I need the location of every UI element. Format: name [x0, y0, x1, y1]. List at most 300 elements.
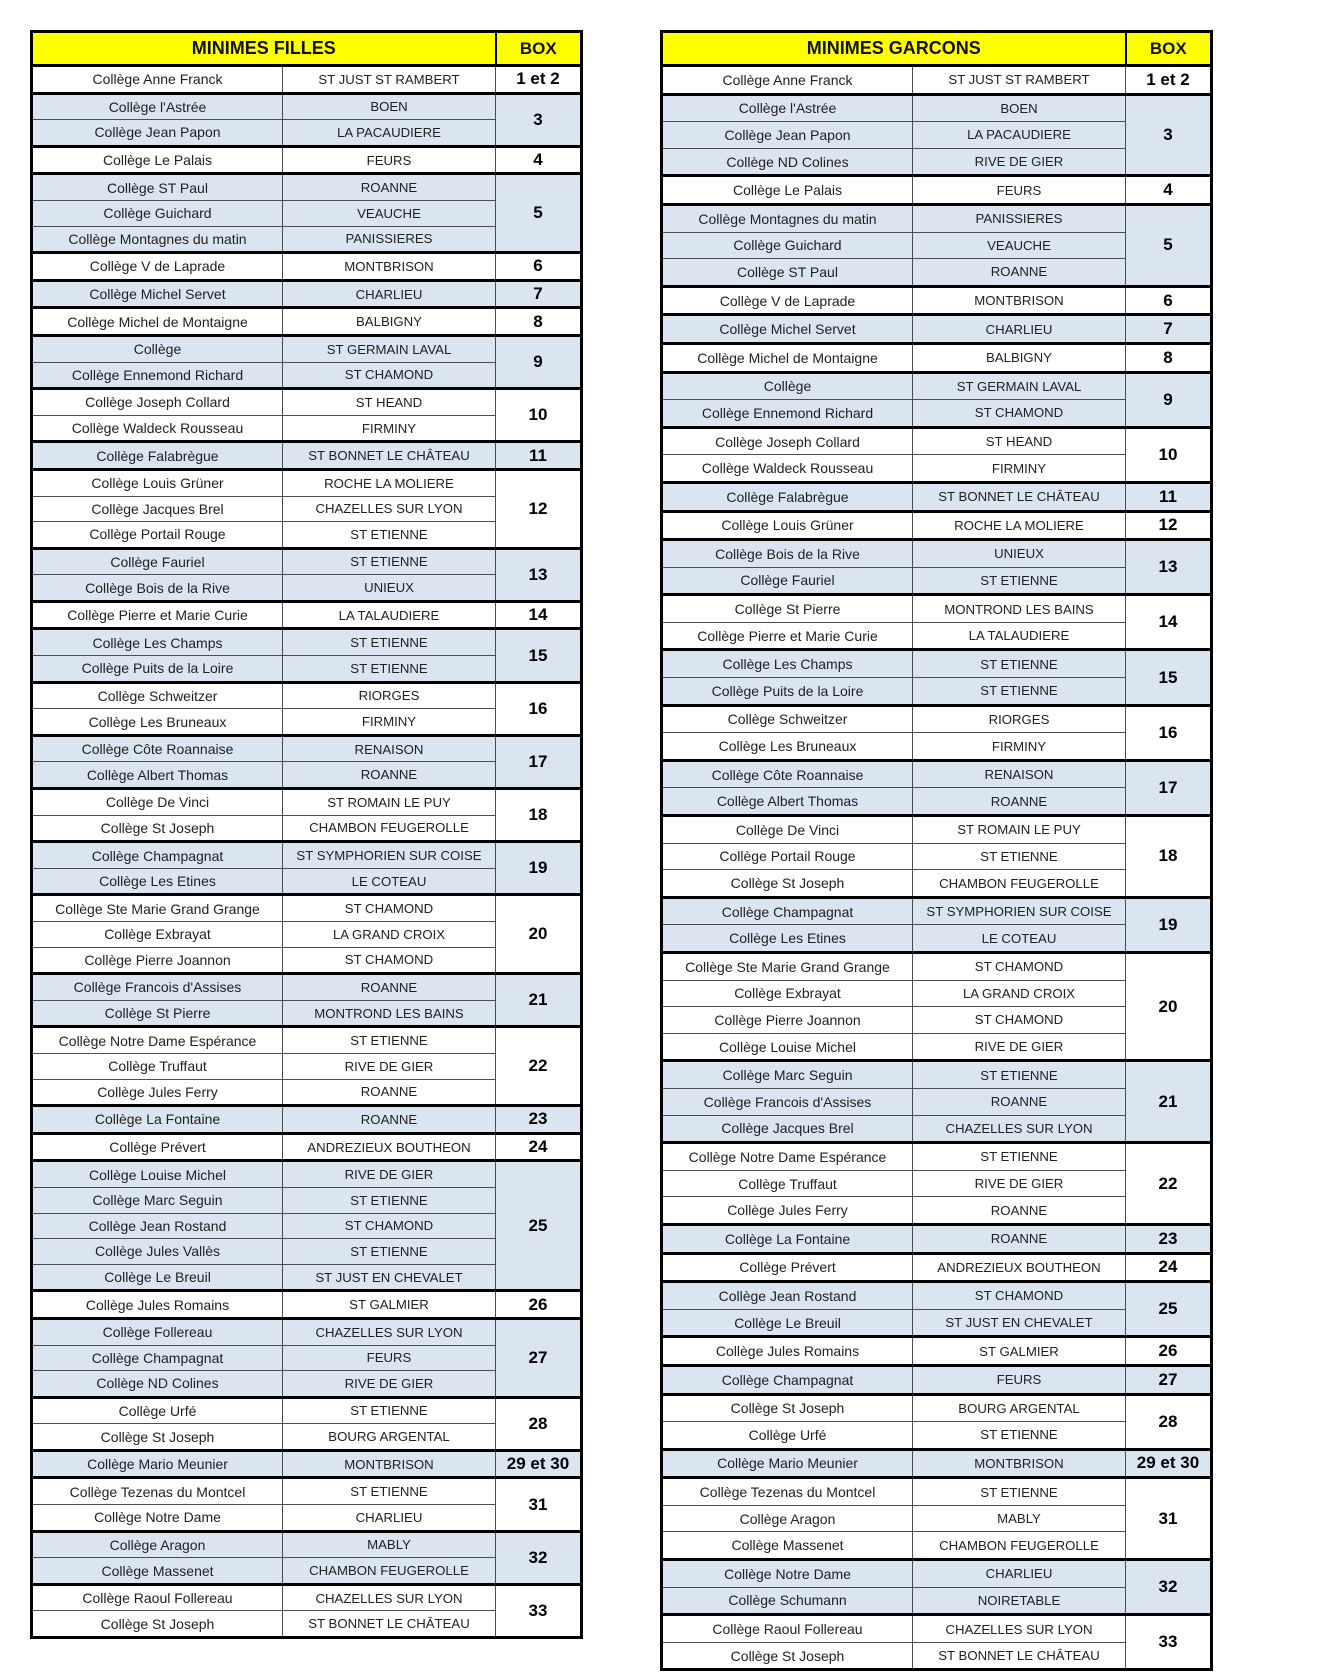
box-cell: 33 [1126, 1615, 1212, 1670]
city-cell: ROANNE [283, 762, 496, 789]
city-cell: ST ETIENNE [283, 629, 496, 656]
college-cell: Collège [32, 335, 283, 362]
city-cell: NOIRETABLE [913, 1587, 1126, 1615]
college-cell: Collège Jean Rostand [32, 1213, 283, 1239]
box-cell: 19 [1126, 897, 1212, 952]
city-cell: CHAMBON FEUGEROLLE [283, 1558, 496, 1585]
college-cell: Collège Fauriel [662, 567, 913, 595]
box-cell: 15 [496, 629, 582, 682]
college-cell: Collège Le Palais [32, 146, 283, 174]
college-cell: Collège Notre Dame Espérance [32, 1027, 283, 1054]
city-cell: RIVE DE GIER [283, 1053, 496, 1079]
college-cell: Collège Bois de la Rive [662, 540, 913, 568]
city-cell: ST ETIENNE [913, 1061, 1126, 1089]
table-row [662, 1253, 1212, 1282]
table-row [662, 1478, 1212, 1506]
college-cell: Collège Aragon [662, 1505, 913, 1532]
college-cell: Collège Albert Thomas [32, 762, 283, 789]
city-cell: ST BONNET LE CHÂTEAU [913, 1642, 1126, 1670]
college-cell: Collège Marc Seguin [662, 1061, 913, 1089]
city-cell: FIRMINY [913, 733, 1126, 761]
city-cell: ST CHAMOND [283, 1213, 496, 1239]
college-cell: Collège Schweitzer [32, 682, 283, 709]
table-row [32, 93, 582, 120]
box-cell: 18 [1126, 816, 1212, 898]
box-cell: 13 [496, 548, 582, 601]
table-row [32, 842, 582, 869]
box-cell: 8 [496, 308, 582, 336]
city-cell: ANDREZIEUX BOUTHEON [913, 1253, 1126, 1282]
city-cell: RENAISON [913, 760, 1126, 788]
table-row [662, 705, 1212, 733]
box-cell: 13 [1126, 540, 1212, 595]
city-cell: ROANNE [913, 788, 1126, 816]
city-cell: BOURG ARGENTAL [283, 1424, 496, 1451]
box-cell: 33 [496, 1584, 582, 1637]
box-cell: 29 et 30 [496, 1450, 582, 1478]
college-cell: Collège Louis Grüner [32, 469, 283, 496]
city-cell: ROCHE LA MOLIERE [913, 511, 1126, 540]
college-cell: Collège Francois d'Assises [32, 974, 283, 1001]
table-row [32, 1531, 582, 1558]
box-cell: 14 [1126, 595, 1212, 650]
college-cell: Collège Jacques Brel [32, 496, 283, 522]
city-cell: MONTROND LES BAINS [283, 1000, 496, 1027]
college-cell: Collège St Joseph [32, 1424, 283, 1451]
table-row [662, 595, 1212, 623]
city-cell: CHARLIEU [913, 1560, 1126, 1588]
college-cell: Collège Truffaut [32, 1053, 283, 1079]
table-row [32, 735, 582, 762]
city-cell: RIORGES [283, 682, 496, 709]
roster-table [660, 30, 1213, 1671]
city-cell: ANDREZIEUX BOUTHEON [283, 1133, 496, 1161]
city-cell: CHAMBON FEUGEROLLE [283, 815, 496, 842]
box-cell: 1 et 2 [496, 66, 582, 94]
table-row [662, 66, 1212, 95]
college-cell: Collège Les Etines [32, 868, 283, 895]
college-cell: Collège Jean Papon [32, 120, 283, 147]
table-title: MINIMES FILLES [32, 32, 496, 66]
box-cell: 28 [1126, 1394, 1212, 1449]
college-cell: Collège Puits de la Loire [662, 678, 913, 706]
college-cell: Collège Exbrayat [662, 980, 913, 1007]
city-cell: LE COTEAU [913, 925, 1126, 953]
city-cell: ST ETIENNE [283, 1397, 496, 1424]
city-cell: ST CHAMOND [283, 947, 496, 974]
college-cell: Collège Les Champs [662, 650, 913, 678]
box-cell: 16 [1126, 705, 1212, 760]
table-row [662, 1365, 1212, 1394]
city-cell: LA GRAND CROIX [913, 980, 1126, 1007]
box-cell: 24 [1126, 1253, 1212, 1282]
table-row [32, 1450, 582, 1478]
college-cell: Collège Louise Michel [32, 1161, 283, 1188]
table-minimes-garcons [660, 30, 1213, 1671]
table-row [32, 66, 582, 94]
table-row [662, 1337, 1212, 1366]
city-cell: ST CHAMOND [913, 400, 1126, 428]
college-cell: Collège Pierre et Marie Curie [662, 622, 913, 650]
city-cell: ST BONNET LE CHÂTEAU [913, 482, 1126, 511]
box-cell: 1 et 2 [1126, 66, 1212, 95]
city-cell: PANISSIERES [913, 204, 1126, 232]
box-cell: 26 [1126, 1337, 1212, 1366]
city-cell: LA GRAND CROIX [283, 922, 496, 948]
college-cell: Collège Ennemond Richard [662, 400, 913, 428]
city-cell: RIVE DE GIER [283, 1161, 496, 1188]
city-cell: LA PACAUDIERE [913, 122, 1126, 149]
box-cell: 31 [1126, 1478, 1212, 1560]
college-cell: Collège ST Paul [32, 174, 283, 201]
college-cell: Collège Truffaut [662, 1170, 913, 1197]
table-row [32, 146, 582, 174]
box-cell: 19 [496, 842, 582, 895]
city-cell: ST GALMIER [283, 1291, 496, 1319]
table-row [32, 280, 582, 308]
table-row [662, 1061, 1212, 1089]
box-cell: 25 [1126, 1282, 1212, 1337]
city-cell: ST CHAMOND [913, 953, 1126, 981]
city-cell: BOEN [283, 93, 496, 120]
city-cell: ST JUST ST RAMBERT [913, 66, 1126, 95]
box-cell: 17 [1126, 760, 1212, 815]
city-cell: CHAMBON FEUGEROLLE [913, 1532, 1126, 1560]
table-row [32, 682, 582, 709]
box-cell: 12 [496, 469, 582, 548]
college-cell: Collège ST Paul [662, 259, 913, 287]
city-cell: ST BONNET LE CHÂTEAU [283, 442, 496, 470]
city-cell: MONTBRISON [913, 1449, 1126, 1478]
table-row [32, 1027, 582, 1054]
city-cell: CHAZELLES SUR LYON [283, 1584, 496, 1611]
city-cell: ST ETIENNE [913, 650, 1126, 678]
box-cell: 18 [496, 789, 582, 842]
city-cell: ROANNE [913, 259, 1126, 287]
city-cell: RIVE DE GIER [913, 148, 1126, 176]
city-cell: ST ETIENNE [913, 843, 1126, 870]
city-cell: ST ETIENNE [283, 1478, 496, 1505]
city-cell: ST GERMAIN LAVAL [283, 335, 496, 362]
table-row [32, 1584, 582, 1611]
college-cell: Collège Michel Servet [32, 280, 283, 308]
city-cell: ST CHAMOND [283, 895, 496, 922]
city-cell: ST CHAMOND [913, 1282, 1126, 1310]
college-cell: Collège Schweitzer [662, 705, 913, 733]
table-row [32, 1161, 582, 1188]
city-cell: ROCHE LA MOLIERE [283, 469, 496, 496]
table-row [32, 789, 582, 816]
box-cell: 12 [1126, 511, 1212, 540]
city-cell: ST HEAND [913, 427, 1126, 455]
table-row [662, 897, 1212, 925]
box-cell: 11 [496, 442, 582, 470]
college-cell: Collège Les Bruneaux [32, 709, 283, 736]
city-cell: BOURG ARGENTAL [913, 1394, 1126, 1422]
college-cell: Collège Prévert [662, 1253, 913, 1282]
city-cell: LA PACAUDIERE [283, 120, 496, 147]
college-cell: Collège St Joseph [662, 1642, 913, 1670]
college-cell: Collège La Fontaine [32, 1106, 283, 1134]
college-cell: Collège Fauriel [32, 548, 283, 575]
city-cell: ST GERMAIN LAVAL [913, 372, 1126, 400]
table-row [662, 1282, 1212, 1310]
city-cell: ST BONNET LE CHÂTEAU [283, 1611, 496, 1638]
college-cell: Collège Schumann [662, 1587, 913, 1615]
city-cell: ST ROMAIN LE PUY [913, 816, 1126, 844]
city-cell: ST ETIENNE [913, 678, 1126, 706]
college-cell: Collège Champagnat [32, 842, 283, 869]
city-cell: ROANNE [283, 974, 496, 1001]
table-row [662, 953, 1212, 981]
box-cell: 6 [496, 253, 582, 281]
table-row [32, 1478, 582, 1505]
college-cell: Collège Exbrayat [32, 922, 283, 948]
college-cell: Collège Urfé [32, 1397, 283, 1424]
college-cell: Collège V de Laprade [662, 286, 913, 315]
college-cell: Collège [662, 372, 913, 400]
college-cell: Collège Les Etines [662, 925, 913, 953]
college-cell: Collège Francois d'Assises [662, 1088, 913, 1115]
table-row [662, 372, 1212, 400]
box-cell: 17 [496, 735, 582, 788]
college-cell: Collège Portail Rouge [662, 843, 913, 870]
city-cell: FIRMINY [283, 709, 496, 736]
college-cell: Collège Les Champs [32, 629, 283, 656]
table-row [662, 94, 1212, 122]
college-cell: Collège Joseph Collard [662, 427, 913, 455]
college-cell: Collège St Joseph [662, 1394, 913, 1422]
city-cell: UNIEUX [913, 540, 1126, 568]
box-cell: 32 [1126, 1560, 1212, 1615]
table-row [662, 1394, 1212, 1422]
table-row [32, 895, 582, 922]
city-cell: FIRMINY [913, 455, 1126, 483]
table-row [32, 469, 582, 496]
college-cell: Collège La Fontaine [662, 1224, 913, 1253]
college-cell: Collège Anne Franck [32, 66, 283, 94]
city-cell: ST HEAND [283, 389, 496, 416]
city-cell: ST ETIENNE [913, 1143, 1126, 1171]
table-row [32, 629, 582, 656]
table-row [662, 650, 1212, 678]
college-cell: Collège Aragon [32, 1531, 283, 1558]
college-cell: Collège Massenet [662, 1532, 913, 1560]
city-cell: FIRMINY [283, 415, 496, 442]
college-cell: Collège Notre Dame [32, 1505, 283, 1532]
table-row [662, 343, 1212, 372]
city-cell: BOEN [913, 94, 1126, 122]
college-cell: Collège Anne Franck [662, 66, 913, 95]
college-cell: Collège St Joseph [662, 870, 913, 898]
city-cell: MONTBRISON [283, 1450, 496, 1478]
college-cell: Collège Tezenas du Montcel [662, 1478, 913, 1506]
box-cell: 9 [1126, 372, 1212, 427]
college-cell: Collège Prévert [32, 1133, 283, 1161]
college-cell: Collège Ste Marie Grand Grange [32, 895, 283, 922]
college-cell: Collège Jules Romains [662, 1337, 913, 1366]
table-row [32, 335, 582, 362]
box-cell: 23 [1126, 1224, 1212, 1253]
box-cell: 21 [496, 974, 582, 1027]
city-cell: FEURS [283, 146, 496, 174]
table-row [662, 760, 1212, 788]
table-row [32, 1133, 582, 1161]
box-cell: 6 [1126, 286, 1212, 315]
table-row [32, 1397, 582, 1424]
city-cell: RIVE DE GIER [283, 1371, 496, 1398]
table-row [32, 174, 582, 201]
city-cell: ST SYMPHORIEN SUR COISE [283, 842, 496, 869]
city-cell: LA TALAUDIERE [913, 622, 1126, 650]
college-cell: Collège l'Astrée [662, 94, 913, 122]
city-cell: ST ETIENNE [913, 1422, 1126, 1450]
college-cell: Collège Le Breuil [32, 1264, 283, 1291]
table-row [662, 1449, 1212, 1478]
college-cell: Collège Louise Michel [662, 1033, 913, 1061]
city-cell: FEURS [913, 176, 1126, 205]
college-cell: Collège Michel Servet [662, 315, 913, 344]
table-row [32, 601, 582, 629]
table-row [32, 548, 582, 575]
college-cell: Collège Follereau [32, 1318, 283, 1345]
table-row [662, 176, 1212, 205]
college-cell: Collège Pierre et Marie Curie [32, 601, 283, 629]
college-cell: Collège Portail Rouge [32, 522, 283, 549]
city-cell: ST CHAMOND [283, 362, 496, 389]
college-cell: Collège Tezenas du Montcel [32, 1478, 283, 1505]
box-cell: 3 [1126, 94, 1212, 176]
college-cell: Collège Pierre Joannon [32, 947, 283, 974]
college-cell: Collège Ste Marie Grand Grange [662, 953, 913, 981]
box-cell: 24 [496, 1133, 582, 1161]
city-cell: ST GALMIER [913, 1337, 1126, 1366]
college-cell: Collège De Vinci [32, 789, 283, 816]
city-cell: RIORGES [913, 705, 1126, 733]
header-row [662, 32, 1212, 66]
box-cell: 10 [1126, 427, 1212, 482]
college-cell: Collège Waldeck Rousseau [32, 415, 283, 442]
college-cell: Collège Mario Meunier [662, 1449, 913, 1478]
college-cell: Collège Waldeck Rousseau [662, 455, 913, 483]
table-row [32, 253, 582, 281]
city-cell: BALBIGNY [913, 343, 1126, 372]
table-row [32, 1318, 582, 1345]
city-cell: FEURS [913, 1365, 1126, 1394]
city-cell: CHAZELLES SUR LYON [283, 496, 496, 522]
box-cell: 11 [1126, 482, 1212, 511]
box-cell: 5 [1126, 204, 1212, 286]
roster-table [30, 30, 583, 1639]
college-cell: Collège Jules Ferry [32, 1079, 283, 1106]
college-cell: Collège ND Colines [32, 1371, 283, 1398]
box-header: BOX [496, 32, 582, 66]
college-cell: Collège Urfé [662, 1422, 913, 1450]
city-cell: ROANNE [913, 1088, 1126, 1115]
box-cell: 23 [496, 1106, 582, 1134]
table-row [32, 389, 582, 416]
city-cell: ST ETIENNE [913, 567, 1126, 595]
college-cell: Collège Albert Thomas [662, 788, 913, 816]
city-cell: RIVE DE GIER [913, 1170, 1126, 1197]
city-cell: CHAZELLES SUR LYON [283, 1318, 496, 1345]
box-cell: 7 [1126, 315, 1212, 344]
box-cell: 20 [496, 895, 582, 974]
table-title: MINIMES GARCONS [662, 32, 1126, 66]
table-row [32, 1106, 582, 1134]
box-cell: 3 [496, 93, 582, 146]
box-cell: 7 [496, 280, 582, 308]
city-cell: ROANNE [283, 1106, 496, 1134]
college-cell: Collège Guichard [662, 232, 913, 259]
table-row [32, 974, 582, 1001]
college-cell: Collège Falabrègue [662, 482, 913, 511]
city-cell: MABLY [283, 1531, 496, 1558]
city-cell: VEAUCHE [913, 232, 1126, 259]
city-cell: ST ETIENNE [913, 1478, 1126, 1506]
box-cell: 32 [496, 1531, 582, 1584]
city-cell: RIVE DE GIER [913, 1033, 1126, 1061]
city-cell: MABLY [913, 1505, 1126, 1532]
city-cell: ST JUST ST RAMBERT [283, 66, 496, 94]
college-cell: Collège Louis Grüner [662, 511, 913, 540]
city-cell: ST ETIENNE [283, 1027, 496, 1054]
college-cell: Collège Jules Romains [32, 1291, 283, 1319]
college-cell: Collège Champagnat [662, 897, 913, 925]
city-cell: FEURS [283, 1345, 496, 1371]
college-cell: Collège l'Astrée [32, 93, 283, 120]
table-row [662, 816, 1212, 844]
box-cell: 14 [496, 601, 582, 629]
city-cell: CHAZELLES SUR LYON [913, 1615, 1126, 1643]
table-row [32, 442, 582, 470]
city-cell: ST ETIENNE [283, 656, 496, 683]
college-cell: Collège Jean Rostand [662, 1282, 913, 1310]
city-cell: ST JUST EN CHEVALET [283, 1264, 496, 1291]
box-header: BOX [1126, 32, 1212, 66]
box-cell: 25 [496, 1161, 582, 1291]
college-cell: Collège Massenet [32, 1558, 283, 1585]
college-cell: Collège V de Laprade [32, 253, 283, 281]
box-cell: 22 [1126, 1143, 1212, 1225]
college-cell: Collège Le Breuil [662, 1309, 913, 1337]
table-row [662, 427, 1212, 455]
city-cell: ST SYMPHORIEN SUR COISE [913, 897, 1126, 925]
college-cell: Collège ND Colines [662, 148, 913, 176]
college-cell: Collège Côte Roannaise [662, 760, 913, 788]
college-cell: Collège Mario Meunier [32, 1450, 283, 1478]
college-cell: Collège Montagnes du matin [32, 226, 283, 253]
box-cell: 22 [496, 1027, 582, 1106]
box-cell: 4 [496, 146, 582, 174]
city-cell: ST ETIENNE [283, 1239, 496, 1265]
city-cell: ST CHAMOND [913, 1007, 1126, 1034]
box-cell: 15 [1126, 650, 1212, 705]
city-cell: ROANNE [283, 174, 496, 201]
city-cell: MONTBRISON [283, 253, 496, 281]
college-cell: Collège Les Bruneaux [662, 733, 913, 761]
box-cell: 5 [496, 174, 582, 253]
box-cell: 8 [1126, 343, 1212, 372]
college-cell: Collège De Vinci [662, 816, 913, 844]
table-row [662, 482, 1212, 511]
college-cell: Collège Pierre Joannon [662, 1007, 913, 1034]
college-cell: Collège Jules Ferry [662, 1197, 913, 1225]
college-cell: Collège Michel de Montaigne [32, 308, 283, 336]
college-cell: Collège Notre Dame Espérance [662, 1143, 913, 1171]
city-cell: CHARLIEU [913, 315, 1126, 344]
city-cell: MONTBRISON [913, 286, 1126, 315]
